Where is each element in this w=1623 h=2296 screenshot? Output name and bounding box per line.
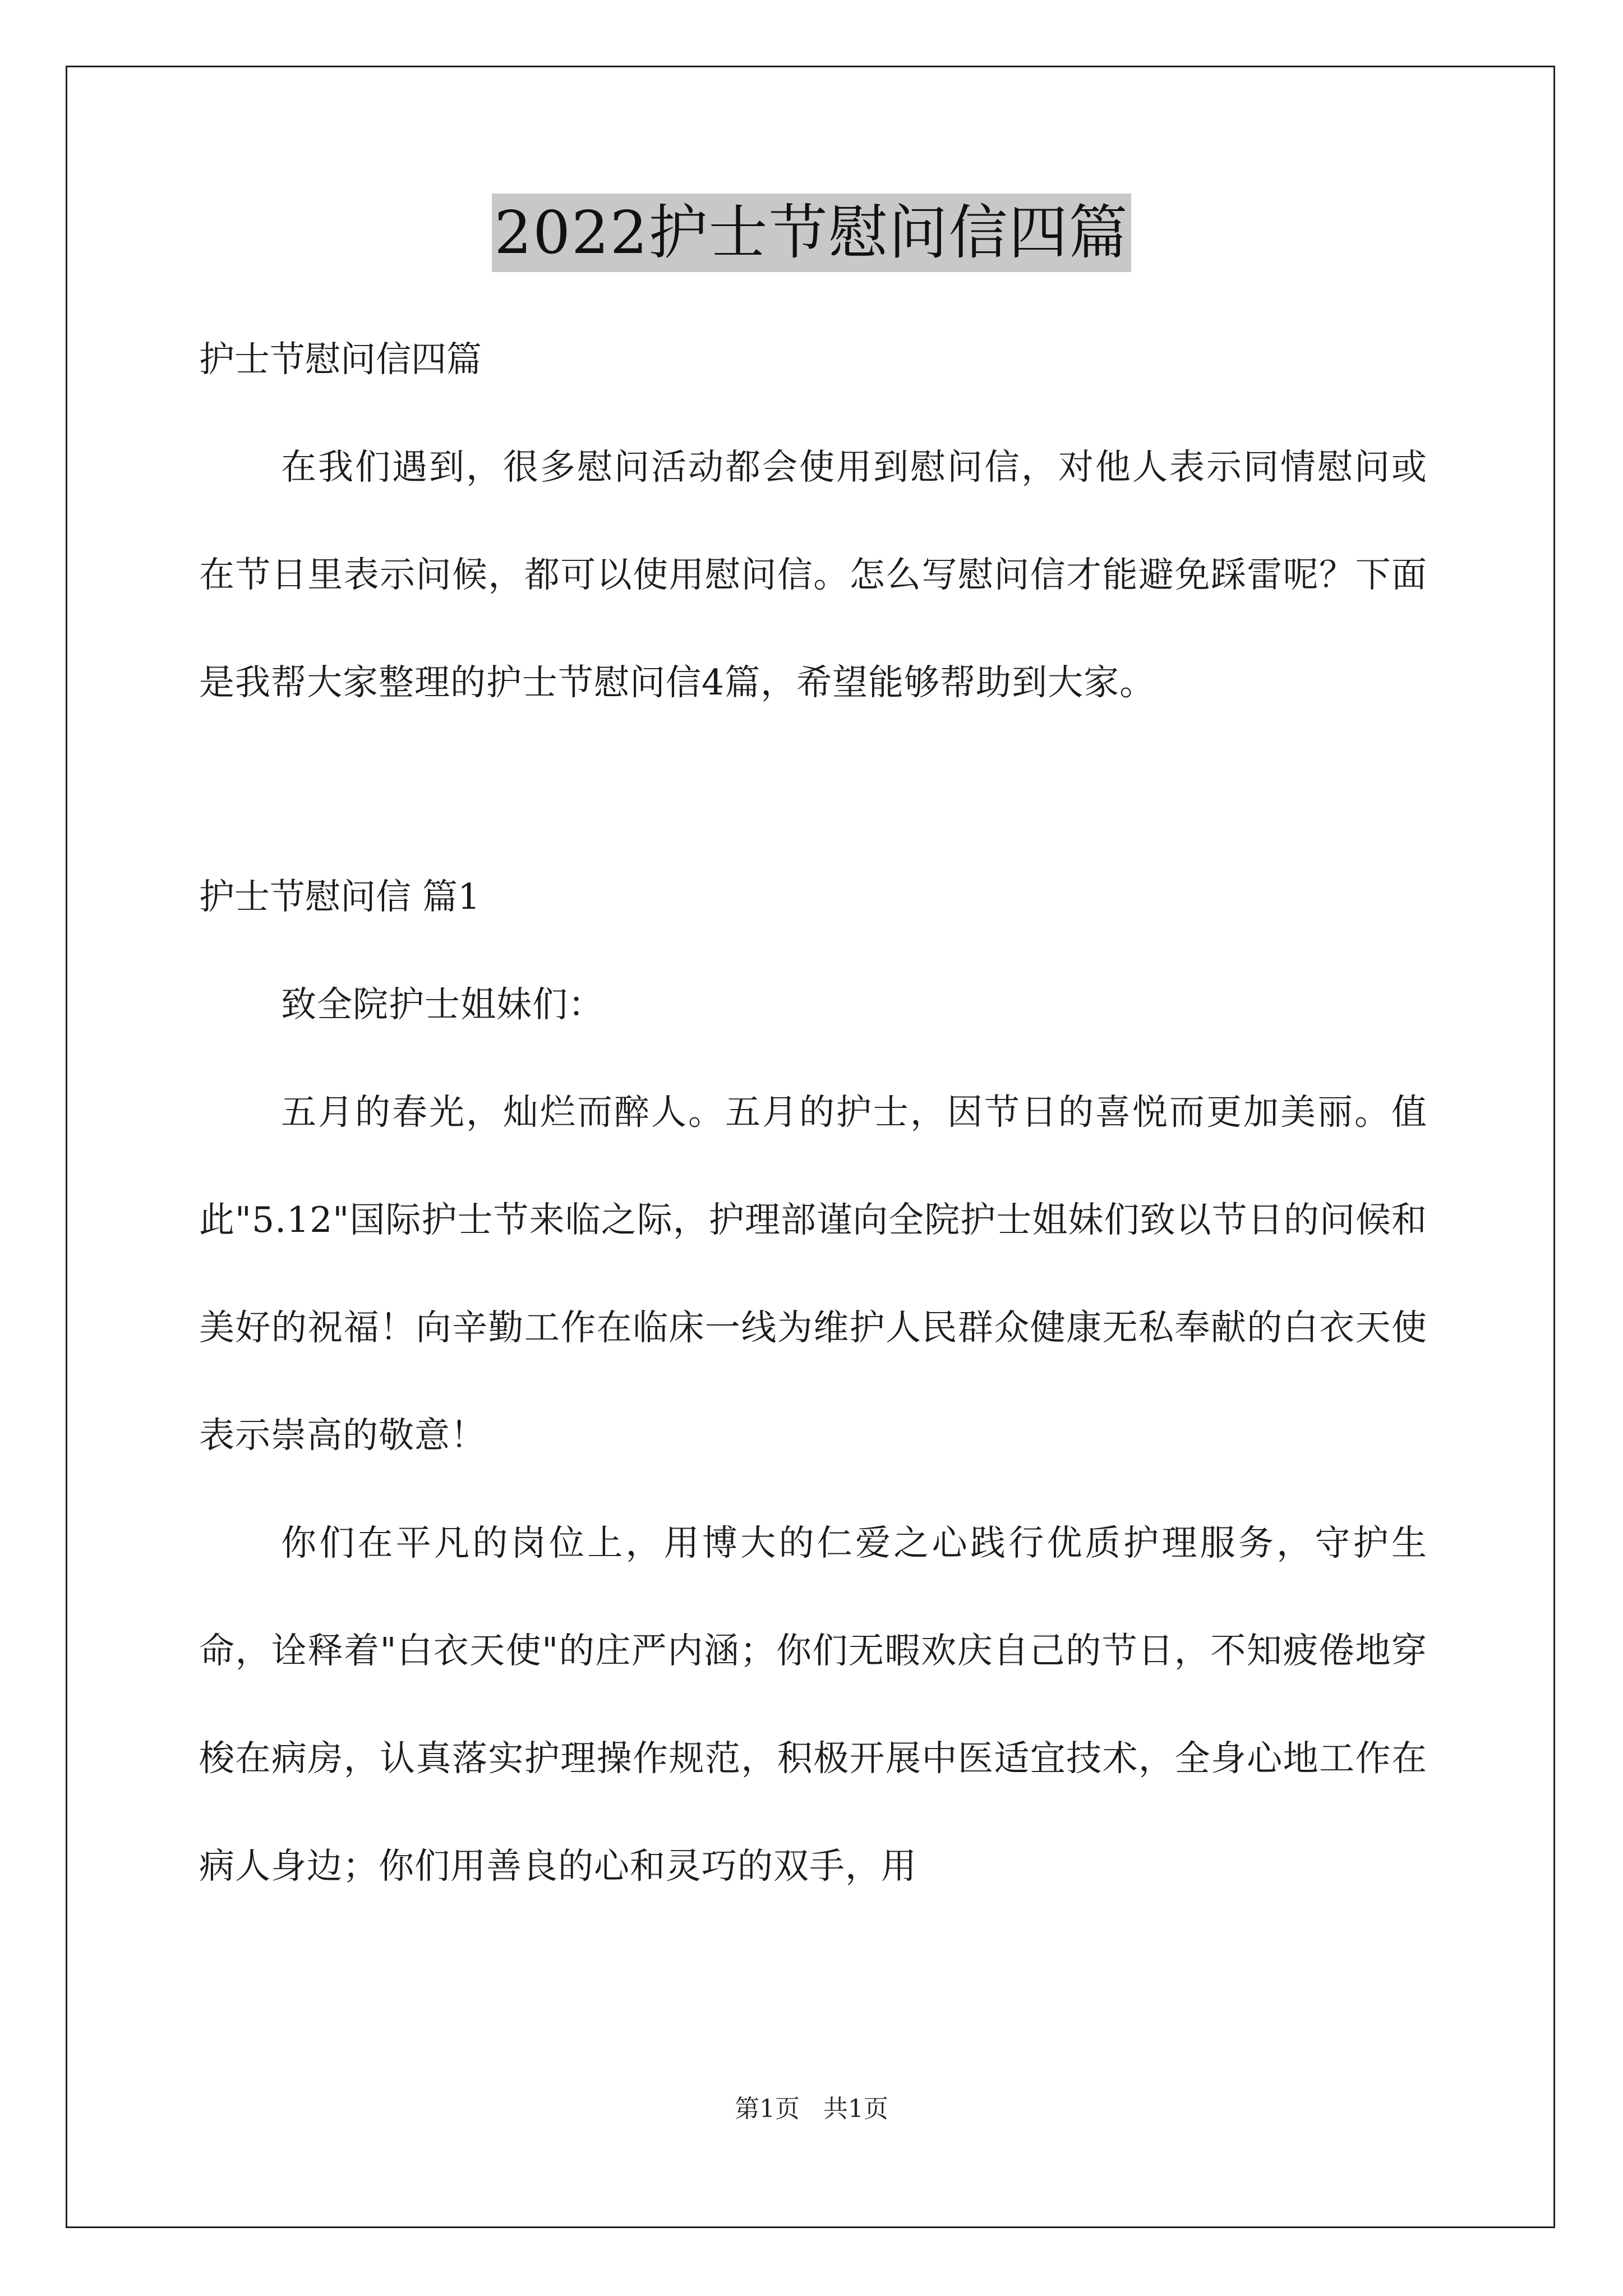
document-body: [199, 306, 1427, 1920]
section-1-heading: 护士节慰问信 篇1: [199, 876, 481, 917]
intro-paragraph: 在我们遇到，很多慰问活动都会使用到慰问信，对他人表示同情慰问或在节日里表示问候，都可以使用慰问信。怎么写慰问信才能避免踩雷呢？下面是我帮大家整理的护士节慰问信4篇，希望能够帮助到大家。: [199, 447, 1427, 703]
document-title: 2022护士节慰问信四篇: [492, 194, 1131, 272]
title-container: [0, 194, 1623, 272]
page-footer: [0, 2092, 1623, 2126]
section-1-salutation: 致全院护士姐妹们：: [281, 984, 604, 1025]
section-spacer: [199, 737, 1427, 843]
section-1-paragraph-1: 五月的春光，灿烂而醉人。五月的护士，因节日的喜悦而更加美丽。值此"5.12"国际护士节来临之际，护理部谨向全院护士姐妹们致以节日的问候和美好的祝福！向辛勤工作在临床一线为维护人民群众健康无私奉献的白衣天使表示崇高的敬意！: [199, 1092, 1427, 1456]
document-subtitle: 护士节慰问信四篇: [199, 339, 482, 380]
page-number-total: 共1页: [823, 2095, 888, 2123]
page-number-current: 第1页: [735, 2095, 800, 2123]
section-1-paragraph-2: 你们在平凡的岗位上，用博大的仁爱之心践行优质护理服务，守护生命，诠释着"白衣天使"的庄严内涵；你们无暇欢庆自己的节日，不知疲倦地穿梭在病房，认真落实护理操作规范，积极开展中医适宜技术，全身心地工作在病人身边；你们用善良的心和灵巧的双手，用: [199, 1522, 1427, 1887]
